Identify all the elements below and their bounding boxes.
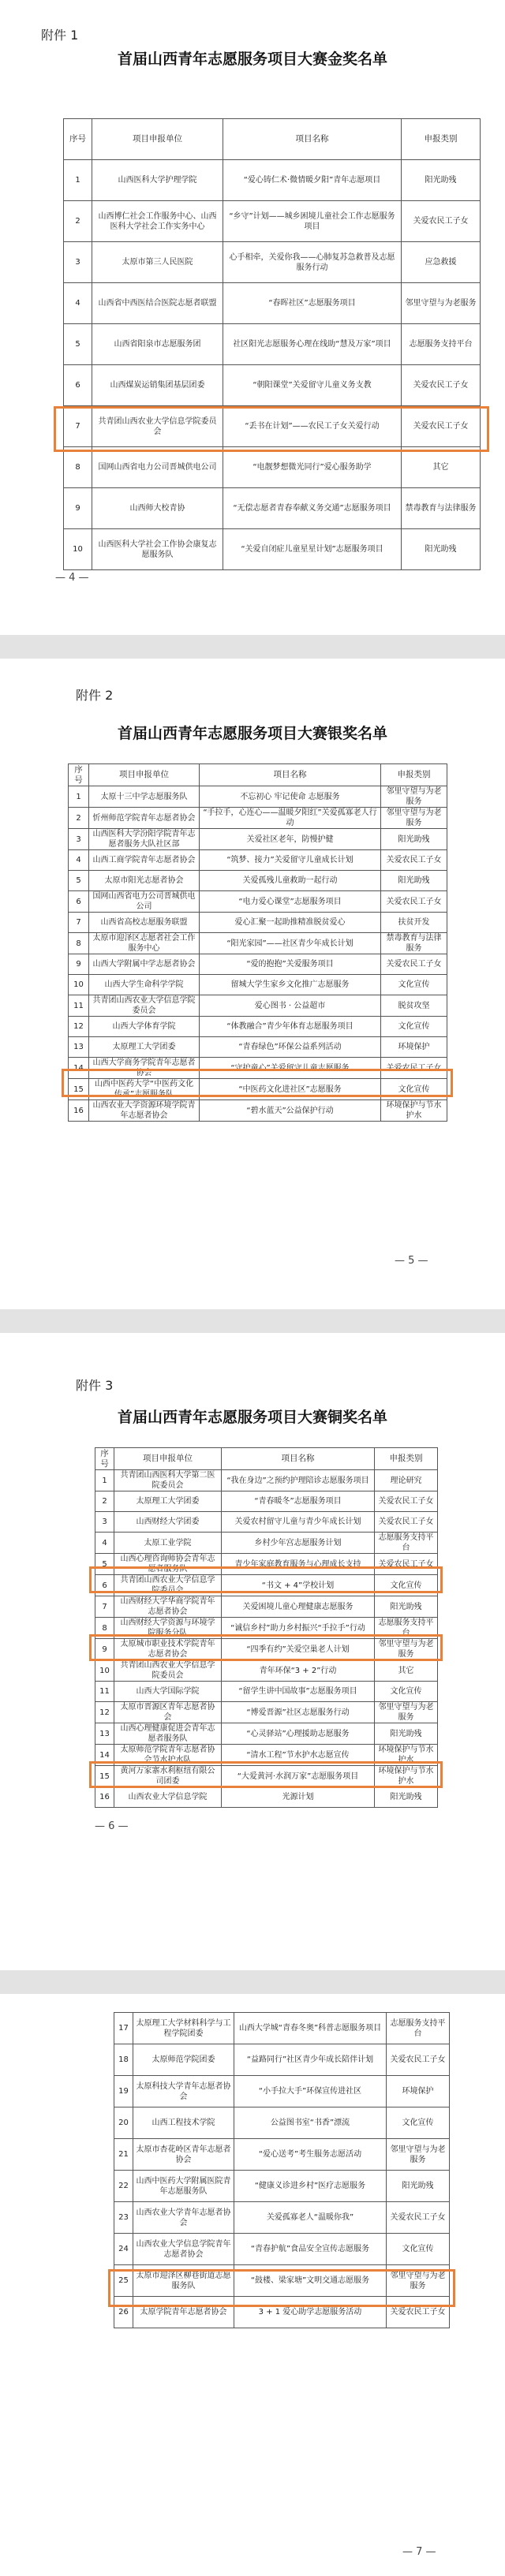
table-row	[69, 1017, 447, 1037]
silver-award-table	[68, 763, 447, 1122]
header-project: 项目名称	[223, 119, 402, 160]
cell-category: 阳光助残	[375, 1787, 438, 1808]
cell-unit: 山西省阳泉市志愿服务团	[92, 324, 223, 365]
table-row	[114, 2171, 450, 2202]
cell-unit: 山西农业大学资源环境学院青年志愿者协会	[89, 1100, 200, 1122]
cell-seq: 9	[69, 954, 89, 975]
cell-project: 心手相牵，关爱你我——心肺复苏急救普及志愿服务行动	[223, 242, 402, 283]
cell-category: 环境保护与节水护水	[375, 1745, 438, 1766]
cell-unit: 太原市迎泽区柳巷街道志愿服务队	[133, 2265, 234, 2297]
bronze-award-table-continued	[114, 2012, 450, 2328]
cell-project: “筑梦、接力”关爱留守儿童成长计划	[200, 850, 381, 871]
cell-unit: 共青团山西农业大学信息学院委员会	[114, 1575, 222, 1596]
cell-project: “电靓梦想微光同行”爱心服务助学	[223, 447, 402, 488]
table-row	[69, 1079, 447, 1100]
header-unit: 项目申报单位	[114, 1448, 222, 1470]
cell-unit: 太原市阳光志愿者协会	[89, 871, 200, 891]
cell-seq: 2	[64, 201, 92, 242]
cell-unit: 山西大学附属中学志愿者协会	[89, 954, 200, 975]
page-number: — 7 —	[402, 2546, 436, 2558]
cell-unit: 共青团山西医科大学第二医院委员会	[114, 1470, 222, 1491]
table-row	[69, 1037, 447, 1058]
cell-unit: 山西工商学院青年志愿者协会	[89, 850, 200, 871]
table-row	[95, 1533, 438, 1554]
cell-seq: 4	[69, 850, 89, 871]
table-row	[114, 2265, 450, 2297]
table-row	[114, 2044, 450, 2076]
cell-category: 阳光助残	[381, 829, 447, 850]
cell-seq: 22	[114, 2171, 133, 2202]
page-separator	[0, 1970, 505, 1994]
table-row	[95, 1618, 438, 1639]
table-row	[95, 1575, 438, 1596]
cell-category: 禁毒教育与法律服务	[381, 933, 447, 954]
cell-category: 阳光助残	[402, 529, 481, 570]
cell-seq: 10	[69, 975, 89, 995]
cell-seq: 5	[69, 871, 89, 891]
cell-unit: 山西中医药大学“中医药文化传承”志愿服务队	[89, 1079, 200, 1100]
table-row	[114, 2013, 450, 2044]
cell-seq: 3	[64, 242, 92, 283]
cell-project: “中医药文化进社区”志愿服务	[200, 1079, 381, 1100]
cell-seq: 26	[114, 2297, 133, 2328]
cell-seq: 7	[95, 1596, 114, 1618]
cell-project: “心灵驿站”心理援助志愿服务	[222, 1723, 375, 1745]
cell-project: 3 + 1 爱心助学志愿服务活动	[234, 2297, 387, 2328]
table-row	[95, 1787, 438, 1808]
cell-seq: 13	[69, 1037, 89, 1058]
table-row	[69, 913, 447, 933]
cell-unit: 山西省高校志愿服务联盟	[89, 913, 200, 933]
cell-project: “小手拉大手”环保宣传进社区	[234, 2076, 387, 2107]
cell-seq: 6	[64, 365, 92, 406]
table-row	[114, 2234, 450, 2265]
cell-category: 阳光助残	[387, 2171, 450, 2202]
table-row	[69, 1058, 447, 1079]
cell-project: “青春护航”食品安全宣传志愿服务	[234, 2234, 387, 2265]
table-row	[95, 1639, 438, 1660]
cell-category: 文化宣传	[387, 2107, 450, 2139]
cell-project: “清水工程”节水护水志愿宣传	[222, 1745, 375, 1766]
table-row	[64, 201, 481, 242]
cell-project: “乡守”计划——城乡困境儿童社会工作志愿服务项目	[223, 201, 402, 242]
cell-unit: 山西大学国际学院	[114, 1682, 222, 1702]
cell-project: “博爱晋源”社区志愿服务行动	[222, 1702, 375, 1723]
cell-project: 青年环保“3 + 2”行动	[222, 1660, 375, 1682]
cell-unit: 山西博仁社会工作服务中心、山西医科大学社会工作实务中心	[92, 201, 223, 242]
cell-category: 关爱农民工子女	[402, 365, 481, 406]
cell-unit: 太原工业学院	[114, 1533, 222, 1554]
table-row	[114, 2202, 450, 2234]
cell-category: 关爱农民工子女	[402, 201, 481, 242]
table-row	[64, 488, 481, 529]
cell-seq: 20	[114, 2107, 133, 2139]
cell-category: 邻里守望与为老服务	[381, 786, 447, 808]
cell-unit: 太原市晋源区青年志愿者协会	[114, 1702, 222, 1723]
cell-category: 关爱农民工子女	[375, 1491, 438, 1512]
table-row	[69, 1100, 447, 1122]
cell-category: 脱贫攻坚	[381, 995, 447, 1017]
cell-category: 邻里守望与为老服务	[381, 808, 447, 829]
cell-project: 光源计划	[222, 1787, 375, 1808]
cell-category: 邻里守望与为老服务	[375, 1702, 438, 1723]
cell-category: 邻里守望与为老服务	[375, 1639, 438, 1660]
cell-project: “朝阳课堂”关爱留守儿童义务支教	[223, 365, 402, 406]
bronze-award-table	[95, 1447, 438, 1808]
cell-project: 关爱农村留守儿童与青少年成长计划	[222, 1512, 375, 1533]
table-row	[95, 1723, 438, 1745]
annex-label: 附件 2	[76, 688, 114, 703]
cell-project: 留城大学生家乡文化推广志愿服务	[200, 975, 381, 995]
cell-project: “书文 + 4”学校计划	[222, 1575, 375, 1596]
cell-seq: 12	[95, 1702, 114, 1723]
cell-category: 关爱农民工子女	[381, 850, 447, 871]
table-row	[95, 1702, 438, 1723]
cell-unit: 山西省中西医结合医院志愿者联盟	[92, 283, 223, 324]
cell-unit: 山西心理咨询师协会青年志愿者服务队	[114, 1554, 222, 1575]
cell-seq: 6	[95, 1575, 114, 1596]
cell-unit: 山西工程技术学院	[133, 2107, 234, 2139]
cell-project: “体教融合”青少年体育志愿服务项目	[200, 1017, 381, 1037]
table-row	[69, 850, 447, 871]
cell-category: 文化宣传	[375, 1682, 438, 1702]
cell-unit: 山西大学生命科学学院	[89, 975, 200, 995]
table-row	[95, 1682, 438, 1702]
cell-project: 关爱孤寡老人“温暖你我”	[234, 2202, 387, 2234]
cell-project: 青少年家庭教育服务与心理成长支持	[222, 1554, 375, 1575]
cell-seq: 15	[95, 1766, 114, 1787]
cell-seq: 5	[64, 324, 92, 365]
cell-unit: 山西心理健康促进会青年志愿者服务队	[114, 1723, 222, 1745]
table-row	[64, 283, 481, 324]
cell-unit: 太原学院青年志愿者协会	[133, 2297, 234, 2328]
cell-project: “青春绿色”环保公益系列活动	[200, 1037, 381, 1058]
table-row	[114, 2139, 450, 2171]
cell-category: 关爱农民工子女	[387, 2044, 450, 2076]
cell-unit: 黄河万家寨水利枢纽有限公司团委	[114, 1766, 222, 1787]
cell-unit: 太原师范学院青年志愿者协会节水护水队	[114, 1745, 222, 1766]
cell-seq: 25	[114, 2265, 133, 2297]
cell-unit: 共青团山西农业大学信息学院委员会	[92, 406, 223, 447]
cell-unit: 山西农业大学信息学院青年志愿者协会	[133, 2234, 234, 2265]
cell-seq: 19	[114, 2076, 133, 2107]
cell-category: 关爱农民工子女	[387, 2202, 450, 2234]
table-row	[95, 1660, 438, 1682]
cell-unit: 山西中医药大学附属医院青年志愿服务队	[133, 2171, 234, 2202]
cell-category: 扶贫开发	[381, 913, 447, 933]
cell-category: 应急救援	[402, 242, 481, 283]
cell-seq: 12	[69, 1017, 89, 1037]
cell-seq: 16	[69, 1100, 89, 1122]
cell-category: 环境保护	[387, 2076, 450, 2107]
bronze-continued-page	[0, 1994, 505, 2576]
cell-unit: 太原理工大学材料科学与工程学院团委	[133, 2013, 234, 2044]
page-title: 首届山西青年志愿服务项目大赛银奖名单	[117, 725, 387, 742]
header-project: 项目名称	[222, 1448, 375, 1470]
gold-award-table	[63, 118, 481, 570]
cell-project: 关爱困境儿童心理健康志愿服务	[222, 1596, 375, 1618]
cell-category: 阳光助残	[402, 160, 481, 201]
table-row	[95, 1491, 438, 1512]
cell-seq: 21	[114, 2139, 133, 2171]
cell-seq: 23	[114, 2202, 133, 2234]
cell-seq: 1	[95, 1470, 114, 1491]
table-row	[69, 933, 447, 954]
cell-category: 阳光助残	[375, 1596, 438, 1618]
table-row	[69, 954, 447, 975]
table-row	[95, 1745, 438, 1766]
cell-project: “大爱黄河·水润万家”志愿服务项目	[222, 1766, 375, 1787]
cell-project: 不忘初心 牢记使命 志愿服务	[200, 786, 381, 808]
cell-unit: 太原理工大学团委	[89, 1037, 200, 1058]
cell-category: 其它	[375, 1660, 438, 1682]
cell-category: 文化宣传	[387, 2234, 450, 2265]
header-seq: 序号	[69, 764, 89, 786]
header-seq: 序号	[95, 1448, 114, 1470]
cell-project: 关爱社区老年，防慢护健	[200, 829, 381, 850]
cell-unit: 山西农业大学信息学院	[114, 1787, 222, 1808]
cell-unit: 太原市杏花岭区青年志愿者协会	[133, 2139, 234, 2171]
cell-seq: 9	[95, 1639, 114, 1660]
cell-category: 文化宣传	[381, 1079, 447, 1100]
cell-unit: 共青团山西农业大学信息学院委员会	[89, 995, 200, 1017]
cell-seq: 8	[64, 447, 92, 488]
cell-seq: 2	[95, 1491, 114, 1512]
cell-seq: 6	[69, 891, 89, 913]
cell-category: 环境保护与节水护水	[381, 1100, 447, 1122]
cell-project: 关爱孤残儿童救助一起行动	[200, 871, 381, 891]
cell-seq: 14	[69, 1058, 89, 1079]
header-category: 申报类别	[402, 119, 481, 160]
cell-unit: 山西财经大学华商学院青年志愿者协会	[114, 1596, 222, 1618]
cell-project: “爱心送考”考生服务志愿活动	[234, 2139, 387, 2171]
cell-project: “手拉手，心连心——温暖夕阳红”关爱孤寡老人行动	[200, 808, 381, 829]
table-row	[69, 975, 447, 995]
cell-project: 公益图书室“书香”漂流	[234, 2107, 387, 2139]
page-title: 首届山西青年志愿服务项目大赛金奖名单	[117, 50, 387, 68]
cell-project: “我在身边”之预约护理陪诊志愿服务项目	[222, 1470, 375, 1491]
header-project: 项目名称	[200, 764, 381, 786]
cell-seq: 11	[95, 1682, 114, 1702]
cell-category: 志愿服务支持平台	[387, 2013, 450, 2044]
cell-project: “健康义诊进乡村”医疗志愿服务	[234, 2171, 387, 2202]
cell-project: 乡村少年宫志愿服务计划	[222, 1533, 375, 1554]
cell-project: “碧水蓝天”公益保护行动	[200, 1100, 381, 1122]
cell-seq: 3	[95, 1512, 114, 1533]
cell-seq: 11	[69, 995, 89, 1017]
table-row	[95, 1766, 438, 1787]
cell-unit: 共青团山西农业大学信息学院委员会	[114, 1660, 222, 1682]
cell-seq: 4	[64, 283, 92, 324]
cell-category: 文化宣传	[381, 975, 447, 995]
cell-project: “爱心铸仁术·微情暖夕阳”青年志愿项目	[223, 160, 402, 201]
table-row	[64, 324, 481, 365]
cell-seq: 10	[64, 529, 92, 570]
cell-project: “益路同行”社区青少年成长陪伴计划	[234, 2044, 387, 2076]
table-row	[95, 1512, 438, 1533]
cell-category: 关爱农民工子女	[375, 1554, 438, 1575]
page-number: — 5 —	[395, 1255, 428, 1267]
cell-project: “无偿志愿者青春奉献义务交通”志愿服务项目	[223, 488, 402, 529]
table-row	[69, 808, 447, 829]
cell-seq: 15	[69, 1079, 89, 1100]
cell-seq: 1	[64, 160, 92, 201]
header-unit: 项目申报单位	[92, 119, 223, 160]
cell-unit: 山西医科大学汾阳学院青年志愿者服务大队社区部	[89, 829, 200, 850]
table-row	[64, 242, 481, 283]
cell-seq: 24	[114, 2234, 133, 2265]
page-number: — 4 —	[55, 572, 89, 584]
cell-unit: 太原市第三人民医院	[92, 242, 223, 283]
cell-category: 志愿服务支持平台	[402, 324, 481, 365]
cell-unit: 忻州师范学院青年志愿者协会	[89, 808, 200, 829]
cell-unit: 山西财经大学资源与环境学院服务分队	[114, 1618, 222, 1639]
cell-category: 文化宣传	[381, 1017, 447, 1037]
cell-category: 邻里守望与为老服务	[387, 2139, 450, 2171]
cell-unit: 太原师范学院团委	[133, 2044, 234, 2076]
table-row	[64, 529, 481, 570]
cell-category: 关爱农民工子女	[381, 891, 447, 913]
page-number: — 6 —	[95, 1820, 129, 1832]
cell-unit: 山西医科大学社会工作协会康复志愿服务队	[92, 529, 223, 570]
cell-project: 社区阳光志愿服务心理在线助“慧及万家”项目	[223, 324, 402, 365]
table-row	[114, 2297, 450, 2328]
page-title: 首届山西青年志愿服务项目大赛铜奖名单	[117, 1409, 387, 1426]
header-category: 申报类别	[381, 764, 447, 786]
cell-unit: 太原城市职业技术学院青年志愿者协会	[114, 1639, 222, 1660]
cell-seq: 18	[114, 2044, 133, 2076]
cell-project: 山西大学城“青春冬奥”科普志愿服务项目	[234, 2013, 387, 2044]
table-row	[69, 891, 447, 913]
cell-project: “爱的抱抱”关爱服务项目	[200, 954, 381, 975]
page-separator	[0, 1309, 505, 1333]
table-row	[114, 2076, 450, 2107]
cell-unit: 太原市迎泽区志愿者社会工作服务中心	[89, 933, 200, 954]
cell-project: “鼓楼、梁家塘”文明交通志愿服务	[234, 2265, 387, 2297]
table-row	[69, 871, 447, 891]
cell-category: 禁毒教育与法律服务	[402, 488, 481, 529]
bronze-page	[0, 1333, 505, 1970]
cell-unit: 太原理工大学团委	[114, 1491, 222, 1512]
cell-category: 关爱农民工子女	[387, 2297, 450, 2328]
cell-project: “丢书在计划”——农民工子女关爱行动	[223, 406, 402, 447]
table-row	[95, 1596, 438, 1618]
header-seq: 序号	[64, 119, 92, 160]
cell-category: 志愿服务支持平台	[375, 1533, 438, 1554]
annex-label: 附件 1	[41, 28, 79, 43]
cell-category: 关爱农民工子女	[381, 954, 447, 975]
cell-project: “电力爱心课堂”志愿服务项目	[200, 891, 381, 913]
cell-seq: 8	[95, 1618, 114, 1639]
cell-project: “春晖社区”志愿服务项目	[223, 283, 402, 324]
cell-category: 关爱农民工子女	[375, 1512, 438, 1533]
cell-project: “四季有约”关爱空巢老人计划	[222, 1639, 375, 1660]
cell-unit: 国网山西省电力公司晋城供电公司	[89, 891, 200, 913]
cell-project: “留学生讲中国故事”志愿服务项目	[222, 1682, 375, 1702]
cell-project: “青春暖冬”志愿服务项目	[222, 1491, 375, 1512]
cell-unit: 山西大学体育学院	[89, 1017, 200, 1037]
cell-project: “关爱自闭症儿童星星计划”志愿服务项目	[223, 529, 402, 570]
cell-project: 爱心图书 · 公益超市	[200, 995, 381, 1017]
cell-seq: 9	[64, 488, 92, 529]
header-category: 申报类别	[375, 1448, 438, 1470]
cell-seq: 17	[114, 2013, 133, 2044]
table-row	[64, 365, 481, 406]
table-row	[64, 447, 481, 488]
page-separator	[0, 635, 505, 659]
cell-project: “守护童心”关爱留守儿童志愿服务	[200, 1058, 381, 1079]
cell-category: 邻里守望与为老服务	[402, 283, 481, 324]
cell-unit: 山西农业大学青年志愿者协会	[133, 2202, 234, 2234]
cell-unit: 山西大学商务学院青年志愿者协会	[89, 1058, 200, 1079]
cell-category: 关爱农民工子女	[381, 1058, 447, 1079]
cell-seq: 7	[64, 406, 92, 447]
header-unit: 项目申报单位	[89, 764, 200, 786]
table-row	[95, 1470, 438, 1491]
annex-label: 附件 3	[76, 1378, 114, 1393]
cell-category: 环境保护	[381, 1037, 447, 1058]
cell-category: 关爱农民工子女	[402, 406, 481, 447]
cell-seq: 4	[95, 1533, 114, 1554]
cell-seq: 2	[69, 808, 89, 829]
table-row	[69, 995, 447, 1017]
table-row	[64, 160, 481, 201]
cell-seq: 8	[69, 933, 89, 954]
cell-project: “阳光家园”——社区青少年成长计划	[200, 933, 381, 954]
silver-page	[0, 659, 505, 1309]
cell-category: 理论研究	[375, 1470, 438, 1491]
cell-seq: 5	[95, 1554, 114, 1575]
cell-seq: 13	[95, 1723, 114, 1745]
table-row	[69, 829, 447, 850]
cell-category: 环境保护与节水护水	[375, 1766, 438, 1787]
cell-unit: 山西财经大学团委	[114, 1512, 222, 1533]
cell-project: “诚信乡村”助力乡村振兴“手拉手”行动	[222, 1618, 375, 1639]
cell-category: 文化宣传	[375, 1575, 438, 1596]
cell-category: 邻里守望与为老服务	[387, 2265, 450, 2297]
cell-unit: 国网山西省电力公司晋城供电公司	[92, 447, 223, 488]
cell-unit: 太原科技大学青年志愿者协会	[133, 2076, 234, 2107]
cell-seq: 1	[69, 786, 89, 808]
cell-category: 志愿服务支持平台	[375, 1618, 438, 1639]
table-row	[95, 1554, 438, 1575]
table-row	[64, 406, 481, 447]
cell-seq: 3	[69, 829, 89, 850]
gold-page	[0, 0, 505, 635]
table-row	[114, 2107, 450, 2139]
cell-seq: 16	[95, 1787, 114, 1808]
cell-category: 阳光助残	[375, 1723, 438, 1745]
cell-project: 爱心汇聚一起助推精准脱贫爱心	[200, 913, 381, 933]
cell-category: 其它	[402, 447, 481, 488]
cell-seq: 10	[95, 1660, 114, 1682]
cell-unit: 山西医科大学护理学院	[92, 160, 223, 201]
table-row	[69, 786, 447, 808]
cell-unit: 山西师大校青协	[92, 488, 223, 529]
cell-seq: 7	[69, 913, 89, 933]
cell-category: 阳光助残	[381, 871, 447, 891]
cell-unit: 山西煤炭运销集团基层团委	[92, 365, 223, 406]
cell-unit: 太原十三中学志愿服务队	[89, 786, 200, 808]
cell-seq: 14	[95, 1745, 114, 1766]
